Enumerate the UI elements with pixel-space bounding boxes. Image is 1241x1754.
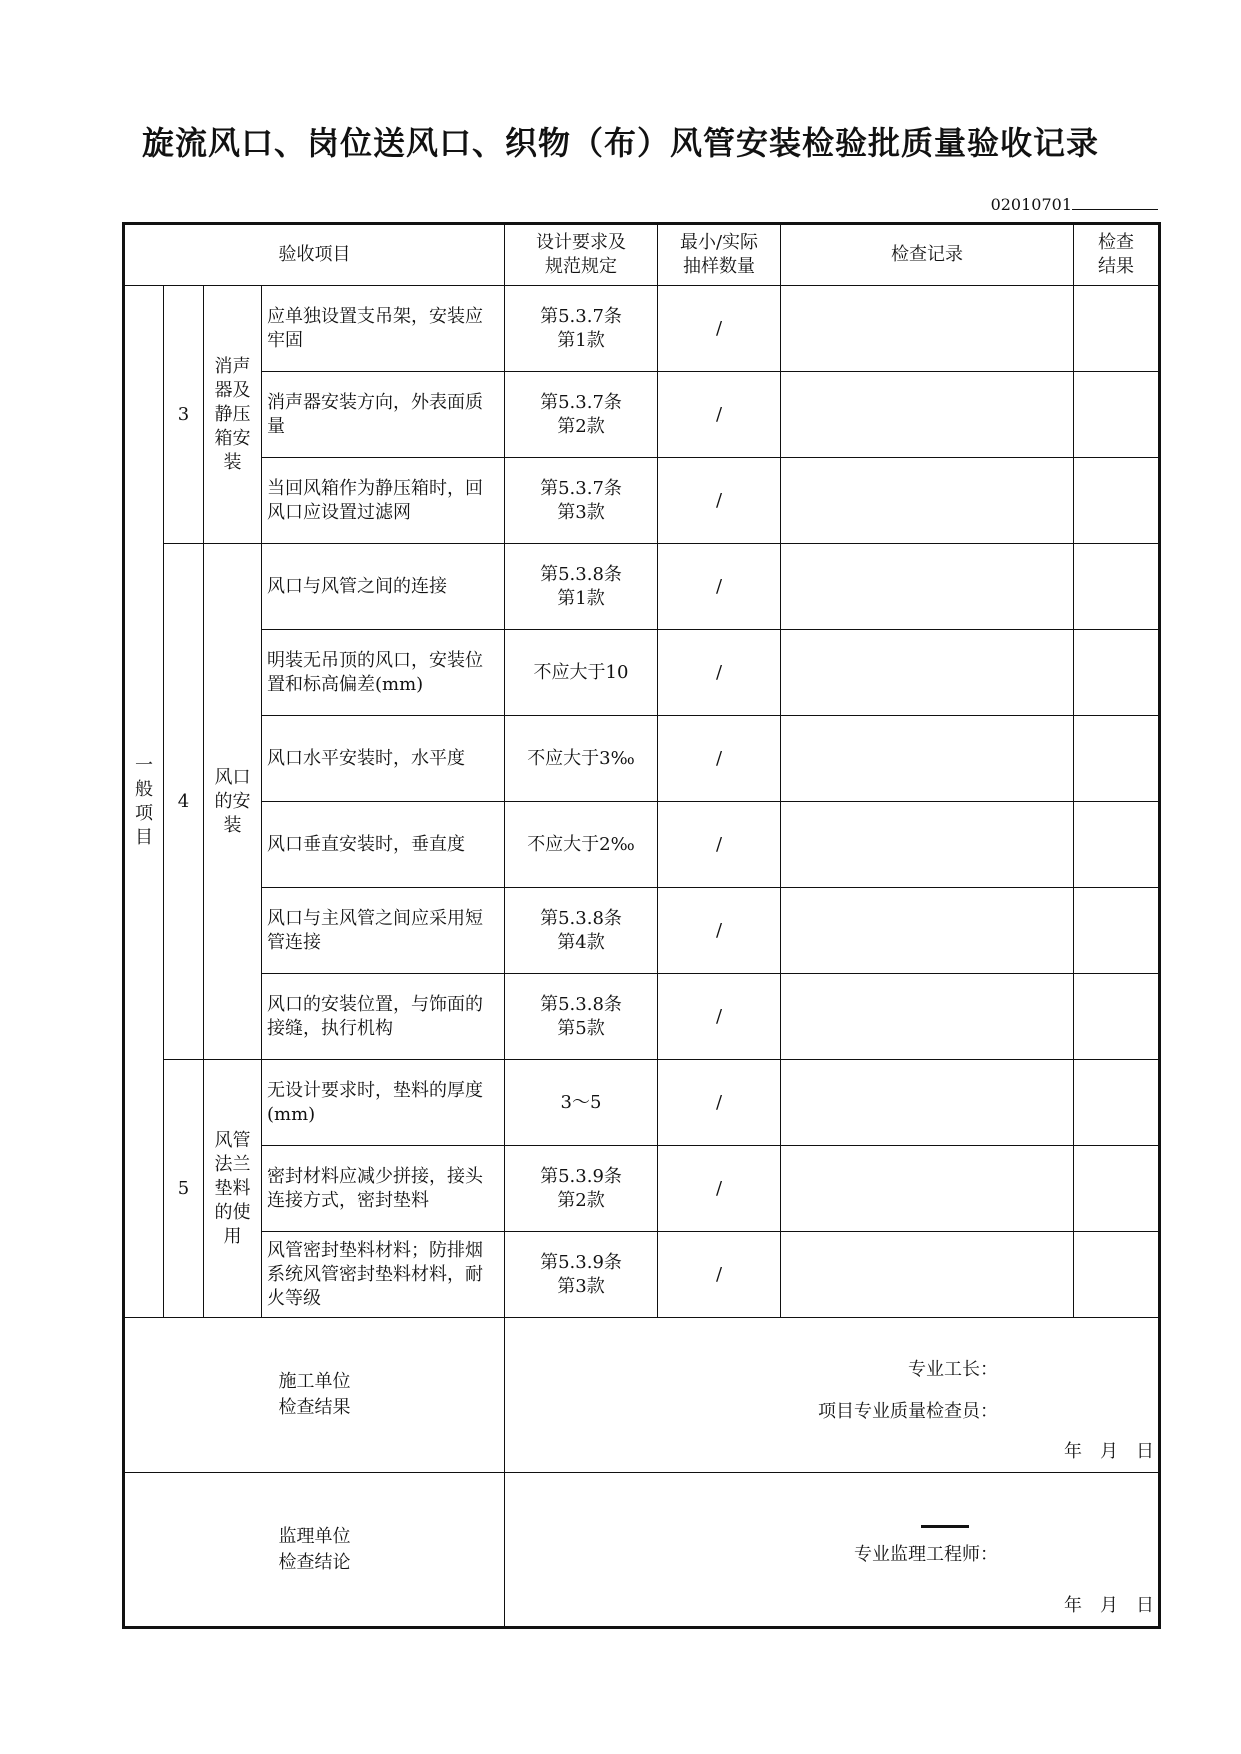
section-general-items: 一 般 项 目 — [124, 286, 164, 1318]
design-spec: 第5.3.8条 第4款 — [505, 888, 658, 974]
inspection-item: 消声器安装方向，外表面质 量 — [262, 372, 505, 458]
header-sample: 最小/实际 抽样数量 — [658, 224, 781, 286]
supervision-date: 年 月 日 — [1064, 1595, 1154, 1616]
inspection-record-cell[interactable] — [781, 974, 1074, 1060]
inspection-result-cell[interactable] — [1074, 1232, 1160, 1318]
sample-count[interactable]: / — [658, 372, 781, 458]
sample-count[interactable]: / — [658, 1232, 781, 1318]
inspection-record-cell[interactable] — [781, 802, 1074, 888]
inspection-item: 风口水平安装时，水平度 — [262, 716, 505, 802]
design-spec: 第5.3.7条 第1款 — [505, 286, 658, 372]
inspection-result-cell[interactable] — [1074, 372, 1160, 458]
inspection-result-cell[interactable] — [1074, 1060, 1160, 1146]
inspection-item: 风管密封垫料材料；防排烟 系统风管密封垫料材料，耐 火等级 — [262, 1232, 505, 1318]
design-spec: 第5.3.9条 第2款 — [505, 1146, 658, 1232]
inspection-record-cell[interactable] — [781, 544, 1074, 630]
construction-label: 施工单位 检查结果 — [124, 1318, 505, 1473]
header-record: 检查记录 — [781, 224, 1074, 286]
inspection-result-cell[interactable] — [1074, 544, 1160, 630]
sample-count[interactable]: / — [658, 458, 781, 544]
table-row — [124, 802, 1160, 888]
inspection-record-cell[interactable] — [781, 1146, 1074, 1232]
design-spec: 第5.3.8条 第1款 — [505, 544, 658, 630]
form-code-blank[interactable] — [1072, 193, 1158, 210]
inspection-item: 风口垂直安装时，垂直度 — [262, 802, 505, 888]
inspection-record-cell[interactable] — [781, 458, 1074, 544]
inspection-result-cell[interactable] — [1074, 286, 1160, 372]
inspection-item: 明装无吊顶的风口，安装位 置和标高偏差(mm) — [262, 630, 505, 716]
construction-date: 年 月 日 — [1064, 1441, 1154, 1462]
form-code — [991, 193, 1158, 214]
supervision-signature-area[interactable] — [505, 1473, 1160, 1628]
inspection-item: 当回风箱作为静压箱时，回 风口应设置过滤网 — [262, 458, 505, 544]
table-row — [124, 888, 1160, 974]
inspection-record-cell[interactable] — [781, 372, 1074, 458]
sample-count[interactable]: / — [658, 716, 781, 802]
inspection-result-cell[interactable] — [1074, 974, 1160, 1060]
table-row — [124, 630, 1160, 716]
sample-count[interactable]: / — [658, 888, 781, 974]
inspection-record-cell[interactable] — [781, 630, 1074, 716]
header-design: 设计要求及 规范规定 — [505, 224, 658, 286]
inspection-record-cell[interactable] — [781, 1232, 1074, 1318]
table-row — [124, 372, 1160, 458]
inspection-item: 风口的安装位置，与饰面的 接缝，执行机构 — [262, 974, 505, 1060]
table-row — [124, 974, 1160, 1060]
design-spec: 第5.3.7条 第2款 — [505, 372, 658, 458]
inspection-result-cell[interactable] — [1074, 630, 1160, 716]
supervision-engineer-label: 专业监理工程师： — [854, 1544, 998, 1565]
sample-count[interactable]: / — [658, 802, 781, 888]
sample-count[interactable]: / — [658, 544, 781, 630]
sample-count[interactable]: / — [658, 630, 781, 716]
inspection-result-cell[interactable] — [1074, 458, 1160, 544]
inspection-item: 密封材料应减少拼接，接头 连接方式，密封垫料 — [262, 1146, 505, 1232]
table-row — [124, 544, 1160, 630]
quality-inspector-label: 项目专业质量检查员： — [818, 1401, 998, 1422]
supervision-label: 监理单位 检查结论 — [124, 1473, 505, 1628]
inspection-item: 无设计要求时，垫料的厚度 (mm) — [262, 1060, 505, 1146]
header-result: 检查 结果 — [1074, 224, 1160, 286]
inspection-result-cell[interactable] — [1074, 716, 1160, 802]
form-code-number: 02010701 — [990, 195, 1072, 214]
sample-count[interactable]: / — [658, 1146, 781, 1232]
inspection-result-cell[interactable] — [1074, 1146, 1160, 1232]
design-spec: 第5.3.8条 第5款 — [505, 974, 658, 1060]
header-row — [124, 224, 1160, 286]
table-row — [124, 1060, 1160, 1146]
inspection-result-cell[interactable] — [1074, 802, 1160, 888]
inspection-item: 风口与风管之间的连接 — [262, 544, 505, 630]
table-row — [124, 458, 1160, 544]
dash-mark — [921, 1525, 969, 1528]
construction-row — [124, 1318, 1160, 1473]
design-spec: 第5.3.7条 第3款 — [505, 458, 658, 544]
inspection-record-cell[interactable] — [781, 888, 1074, 974]
group-number: 4 — [164, 544, 204, 1060]
construction-signature-area[interactable] — [505, 1318, 1160, 1473]
table-row — [124, 1232, 1160, 1318]
group-number: 5 — [164, 1060, 204, 1318]
design-spec: 不应大于3‰ — [505, 716, 658, 802]
group-name: 风管 法兰 垫料 的使 用 — [204, 1060, 262, 1318]
group-name: 消声 器及 静压 箱安 装 — [204, 286, 262, 544]
inspection-record-cell[interactable] — [781, 286, 1074, 372]
design-spec: 不应大于2‰ — [505, 802, 658, 888]
sample-count[interactable]: / — [658, 974, 781, 1060]
table-row — [124, 716, 1160, 802]
design-spec: 3～5 — [505, 1060, 658, 1146]
group-number: 3 — [164, 286, 204, 544]
group-name: 风口 的安 装 — [204, 544, 262, 1060]
inspection-record-cell[interactable] — [781, 716, 1074, 802]
inspection-result-cell[interactable] — [1074, 888, 1160, 974]
inspection-item: 风口与主风管之间应采用短 管连接 — [262, 888, 505, 974]
inspection-record-cell[interactable] — [781, 1060, 1074, 1146]
design-spec: 第5.3.9条 第3款 — [505, 1232, 658, 1318]
page-title: 旋流风口、岗位送风口、织物（布）风管安装检验批质量验收记录 — [141, 124, 1099, 162]
inspection-item: 应单独设置支吊架，安装应 牢固 — [262, 286, 505, 372]
sample-count[interactable]: / — [658, 1060, 781, 1146]
table-row — [124, 1146, 1160, 1232]
sample-count[interactable]: / — [658, 286, 781, 372]
design-spec: 不应大于10 — [505, 630, 658, 716]
header-item: 验收项目 — [124, 224, 505, 286]
foreman-label: 专业工长： — [908, 1359, 998, 1380]
inspection-table — [122, 222, 1161, 1629]
table-row — [124, 286, 1160, 372]
supervision-row — [124, 1473, 1160, 1628]
